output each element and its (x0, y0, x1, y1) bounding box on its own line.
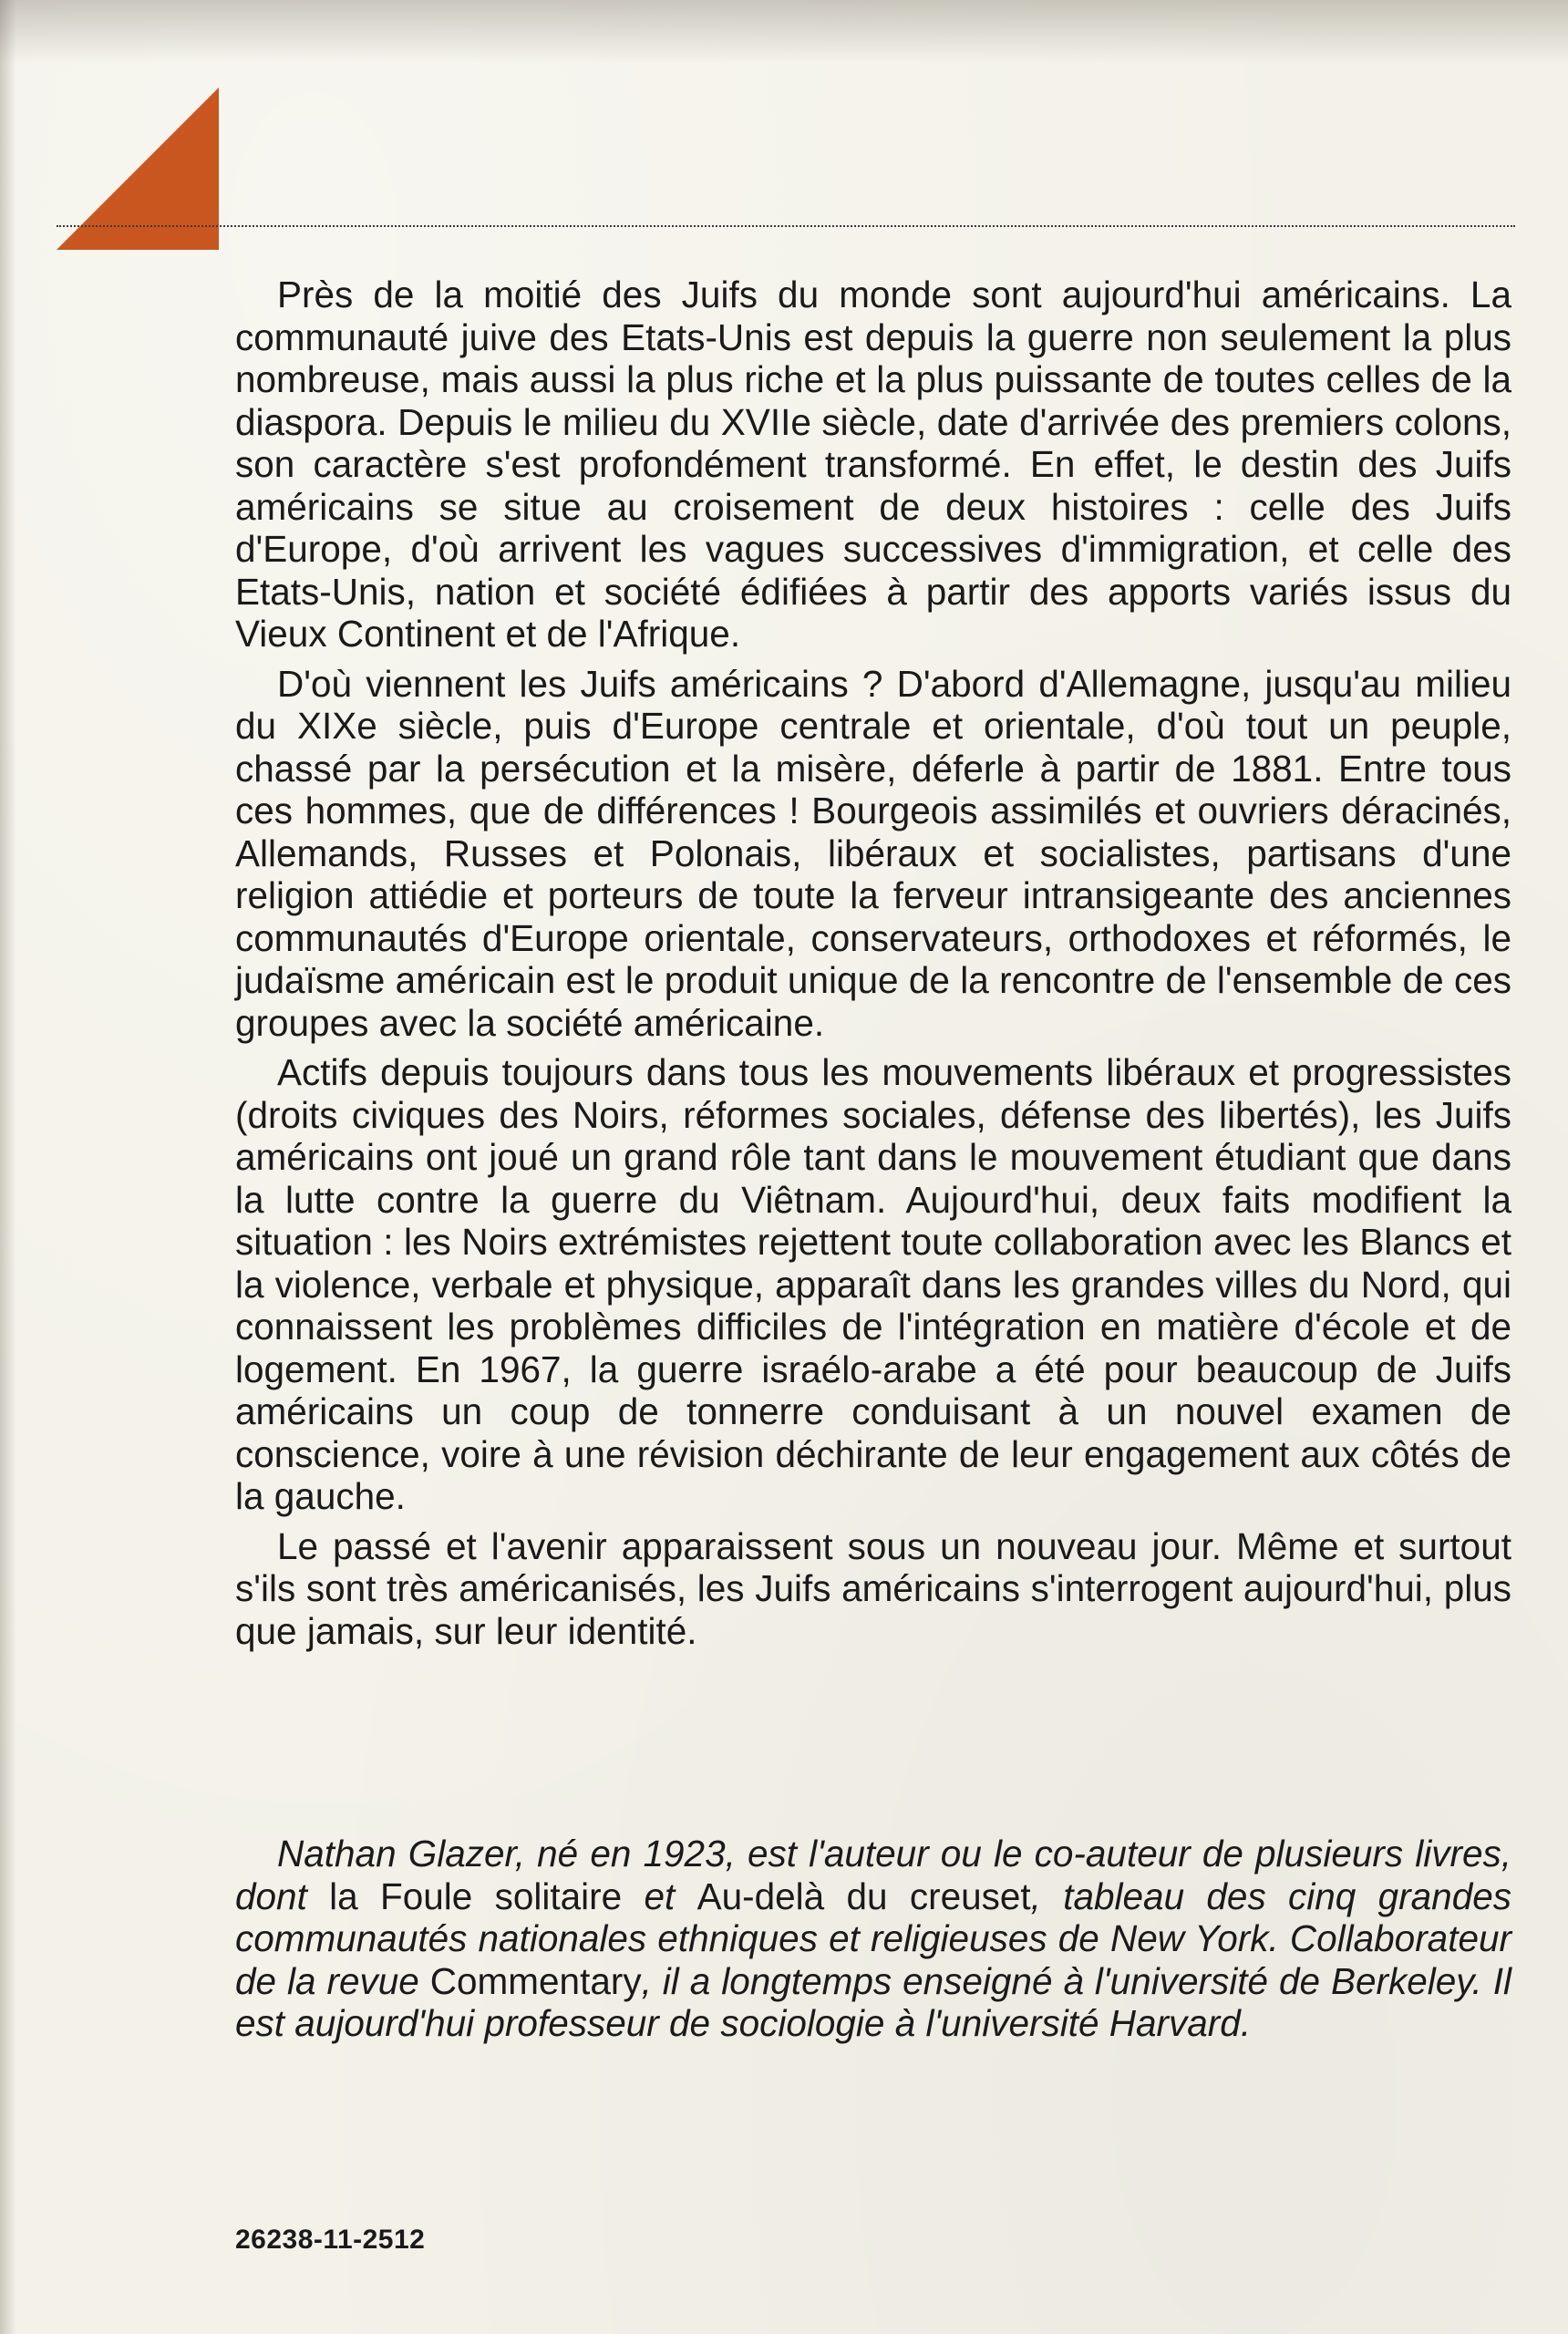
book-title-au-dela-du-creuset: Au-delà du creuset (696, 1874, 1031, 1917)
author-note (235, 1833, 1511, 2045)
author-note-text-2: et (622, 1874, 697, 1917)
journal-title-commentary: Commentary (429, 1959, 642, 2002)
catalog-code: 26238-11-2512 (235, 2225, 426, 2255)
blurb-text (235, 274, 1511, 1659)
blurb-paragraph-2: D'où viennent les Juifs américains ? D'abord d'Allemagne, jusqu'au milieu du XIXe siècle, puis d'Europe centrale et orientale, d'où tout un peuple, chassé par la persécution et la misère, déferle à partir de 1881. Entre tous ces hommes, que de différences ! Bourgeois assimilés et ouvriers déracinés, Allemands, Russes et Polonais, libéraux et socialistes, partisans d'une religion attiédie et porteurs de toute la ferveur intransigeante des anciennes communautés d'Europe orientale, conservateurs, orthodoxes et réformés, le judaïsme américain est le produit unique de la rencontre de l'ensemble de ces groupes avec la société américaine. (235, 662, 1511, 1044)
author-note-text-3: , tableau des cinq grandes communautés nationales ethniques et religieuses de New York. Collaborateur de la revue (235, 1874, 1511, 2002)
blurb-paragraph-1: Près de la moitié des Juifs du monde sont aujourd'hui américains. La communauté juive des Etats-Unis est depuis la guerre non seulement la plus nombreuse, mais aussi la plus riche et la plus puissante de toutes celles de la diaspora. Depuis le milieu du XVIIe siècle, date d'arrivée des premiers colons, son caractère s'est profondément transformé. En effet, le destin des Juifs américains se situe au croisement de deux histoires : celle des Juifs d'Europe, d'où arrivent les vagues successives d'immigration, et celle des Etats-Unis, nation et société édifiées à partir des apports variés issus du Vieux Continent et de l'Afrique. (235, 274, 1511, 655)
book-title-foule-solitaire: la Foule solitaire (329, 1874, 623, 1917)
blurb-paragraph-4: Le passé et l'avenir apparaissent sous un nouveau jour. Même et surtout s'ils sont très américanisés, les Juifs américains s'interrogent aujourd'hui, plus que jamais, sur leur identité. (235, 1524, 1511, 1652)
paper-wear-left (0, 0, 16, 2334)
blurb-paragraph-3: Actifs depuis toujours dans tous les mouvements libéraux et progressistes (droits civiques des Noirs, réformes sociales, défense des libertés), les Juifs américains ont joué un grand rôle tant dans le mouvement étudiant que dans la lutte contre la guerre du Viêtnam. Aujourd'hui, deux faits modifient la situation : les Noirs extrémistes rejettent toute collaboration avec les Blancs et la violence, verbale et physique, apparaît dans les grandes villes du Nord, qui connaissent les problèmes difficiles de l'intégration en matière d'école et de logement. En 1967, la guerre israélo-arabe a été pour beaucoup de Juifs américains un coup de tonnerre conduisant à un nouvel examen de conscience, voire à une révision déchirante de leur engagement aux côtés de la gauche. (235, 1051, 1511, 1517)
author-note-text-1: Nathan Glazer, né en 1923, est l'auteur ou le co-auteur de plusieurs livres, dont (235, 1833, 1511, 1917)
author-note-text-4: , il a longtemps enseigné à l'université de Berkeley. Il est aujourd'hui professeur de sociologie à l'université Harvard. (235, 1959, 1511, 2044)
paper-wear-top (0, 0, 1568, 64)
dotted-divider (57, 225, 1515, 227)
